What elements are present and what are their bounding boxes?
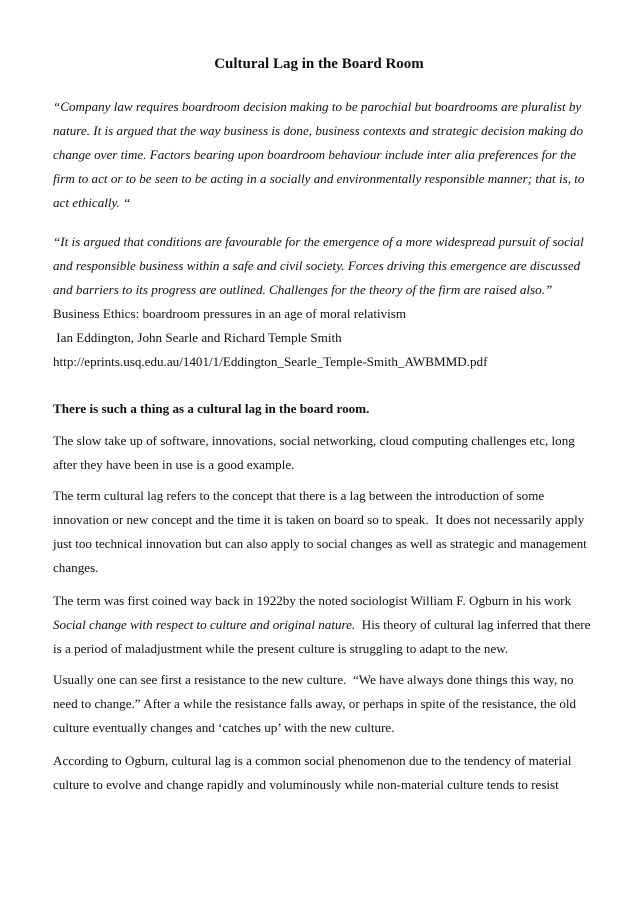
text-fragment: His theory of cultural lag inferred that there bbox=[355, 617, 591, 632]
text-line: change over time. Factors bearing upon boardroom behaviour include inter alia preferences for the bbox=[53, 147, 577, 162]
citation-authors: Ian Eddington, John Searle and Richard Temple Smith bbox=[53, 330, 342, 345]
citation-url[interactable]: http://eprints.usq.edu.au/1401/1/Eddington_Searle_Temple-Smith_AWBMMD.pdf bbox=[53, 354, 488, 369]
text-line: is a period of maladjustment while the present culture is struggling to adapt to the new. bbox=[53, 641, 509, 656]
text-line: and responsible business within a safe and civil society. Forces driving this emergence are discussed bbox=[53, 258, 581, 273]
text-line: The slow take up of software, innovations, social networking, cloud computing challenges etc, long bbox=[53, 433, 575, 448]
paragraph-definition bbox=[53, 484, 593, 580]
text-line: According to Ogburn, cultural lag is a common social phenomenon due to the tendency of material bbox=[53, 753, 572, 768]
paragraph-material-culture bbox=[53, 749, 593, 797]
text-line: innovation or new concept and the time it is taken on board so to speak. It does not necessarily apply bbox=[53, 512, 585, 527]
paragraph-ogburn-origin bbox=[53, 589, 593, 661]
book-title: Social change with respect to culture and original nature. bbox=[53, 617, 356, 632]
text-line: The term was first coined way back in 1922by the noted sociologist William F. Ogburn in his work bbox=[53, 593, 572, 608]
text-line: “It is argued that conditions are favourable for the emergence of a more widespread pursuit of social bbox=[53, 234, 584, 249]
text-line: just too technical innovation but can also apply to social changes as well as strategic and management bbox=[53, 536, 587, 551]
text-line: and barriers to its progress are outlined. Challenges for the theory of the firm are raised also.” bbox=[53, 282, 553, 297]
text-line: culture to evolve and change rapidly and voluminously while non-material culture tends to resist bbox=[53, 777, 559, 792]
page-title: Cultural Lag in the Board Room bbox=[214, 56, 424, 72]
opening-quote bbox=[53, 95, 593, 215]
text-line: The term cultural lag refers to the concept that there is a lag between the introduction of some bbox=[53, 488, 545, 503]
text-line: nature. It is argued that the way business is done, business contexts and strategic decision making do bbox=[53, 123, 583, 138]
section-heading: There is such a thing as a cultural lag in the board room. bbox=[53, 401, 370, 416]
citation-work-title: Business Ethics: boardroom pressures in an age of moral relativism bbox=[53, 306, 407, 321]
text-line: firm to act or to be seen to be acting in a socially and environmentally responsible manner; that is, to bbox=[53, 171, 585, 186]
text-line: culture eventually changes and ‘catches up’ with the new culture. bbox=[53, 720, 395, 735]
text-line: Usually one can see first a resistance to the new culture. “We have always done things this way, no bbox=[53, 672, 574, 687]
text-line: changes. bbox=[53, 560, 99, 575]
paragraph-software-example bbox=[53, 429, 593, 477]
text-line: “Company law requires boardroom decision making to be parochial but boardrooms are pluralist by bbox=[53, 99, 582, 114]
text-line: after they have been in use is a good example. bbox=[53, 457, 295, 472]
text-line: act ethically. “ bbox=[53, 195, 131, 210]
paragraph-resistance bbox=[53, 668, 593, 740]
text-line: need to change.” After a while the resistance falls away, or perhaps in spite of the resistance, the old bbox=[53, 696, 577, 711]
text-line bbox=[53, 613, 593, 637]
second-quote-with-citation bbox=[53, 230, 593, 374]
